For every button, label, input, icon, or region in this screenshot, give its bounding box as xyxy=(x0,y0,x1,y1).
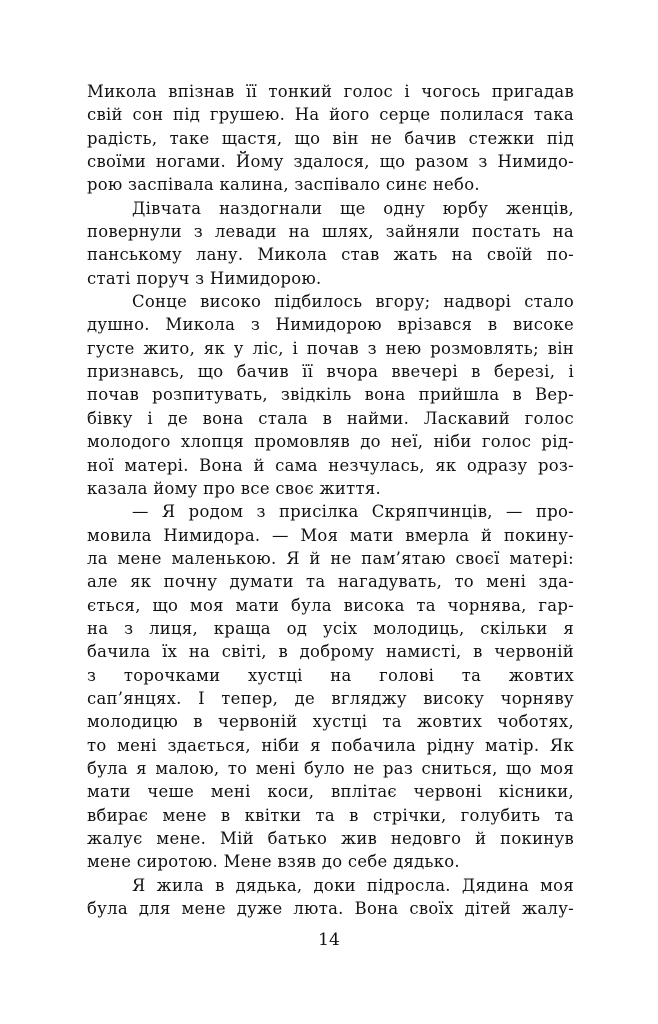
text-line: душно. Микола з Нимидорою врізався в високе xyxy=(87,315,574,335)
text-line: вбирає мене в квітки та в стрічки, голубить та xyxy=(87,805,574,825)
text-line: ної матері. Вона й сама незчулась, як одразу роз- xyxy=(87,455,574,475)
text-line: мовила Нимидора. — Моя мати вмерла й покину- xyxy=(87,525,574,545)
text-line: — Я родом з присілка Скряпчинців, — про- xyxy=(132,502,574,522)
text-line: була я малою, то мені було не раз сниться, що моя xyxy=(87,758,574,778)
text-line: молодого хлопця промовляв до неї, ніби голос рід- xyxy=(87,432,574,452)
text-line: мене сиротою. Мене взяв до себе дядько. xyxy=(87,852,460,872)
text-line: казала йому про все своє життя. xyxy=(87,478,381,498)
text-line: бачила їх на світі, в доброму намисті, в червоній xyxy=(87,642,574,662)
text-line: рою заспівала калина, заспівало синє небо. xyxy=(87,175,480,195)
text-line: почав розпитувать, звідкіль вона прийшла в Вер- xyxy=(87,385,574,405)
text-line: сап’янцях. І тепер, де вгляджу високу чорняву xyxy=(87,688,574,708)
text-line: Микола впізнав її тонкий голос і чогось пригадав xyxy=(87,82,574,101)
text-line: була для мене дуже люта. Вона своїх дітей жалу- xyxy=(87,899,574,919)
text-line: панському лану. Микола став жать на своїй по- xyxy=(87,245,574,265)
text-line: ла мене маленькою. Я й не пам’ятаю своєї матері: xyxy=(87,548,574,568)
page-number: 14 xyxy=(318,930,340,950)
text-line: повернули з левади на шлях, зайняли постать на xyxy=(87,222,574,242)
text-line: молодицю в червоній хустці та жовтих чоботях, xyxy=(87,712,574,732)
text-line: на з лиця, краща од усіх молодиць, скільки я xyxy=(87,618,574,638)
text-line: жалує мене. Мій батько жив недовго й покинув xyxy=(87,829,574,848)
text-line: але як почну думати та нагадувать, то мені зда- xyxy=(87,572,574,592)
text-line: густе жито, як у ліс, і почав з нею розмовлять; він xyxy=(87,338,574,358)
text-line: своїми ногами. Йому здалося, що разом з Нимидо- xyxy=(87,152,574,172)
body-text xyxy=(87,80,574,920)
text-line: бівку і де вона стала в найми. Ласкавий голос xyxy=(87,408,574,428)
text-line: мати чеше мені коси, вплітає червоні кісники, xyxy=(87,782,574,802)
text-line: свій сон під грушею. На його серце полилася така xyxy=(87,105,574,125)
text-line: Сонце високо підбилось вгору; надворі стало xyxy=(132,292,574,312)
text-line: признавсь, що бачив її вчора ввечері в березі, і xyxy=(87,362,574,382)
text-line: то мені здається, ніби я побачила рідну матір. Як xyxy=(87,735,574,755)
text-line: з торочками хустці на голові та жовтих xyxy=(87,665,574,685)
text-line: ється, що моя мати була висока та чорнява, гар- xyxy=(87,595,574,615)
text-line: Дівчата наздогнали ще одну юрбу женців, xyxy=(132,198,574,218)
text-line: Я жила в дядька, доки підросла. Дядина моя xyxy=(132,875,574,895)
text-line: радість, таке щастя, що він не бачив стежки під xyxy=(87,128,574,148)
text-line: статі поруч з Нимидорою. xyxy=(87,268,322,288)
